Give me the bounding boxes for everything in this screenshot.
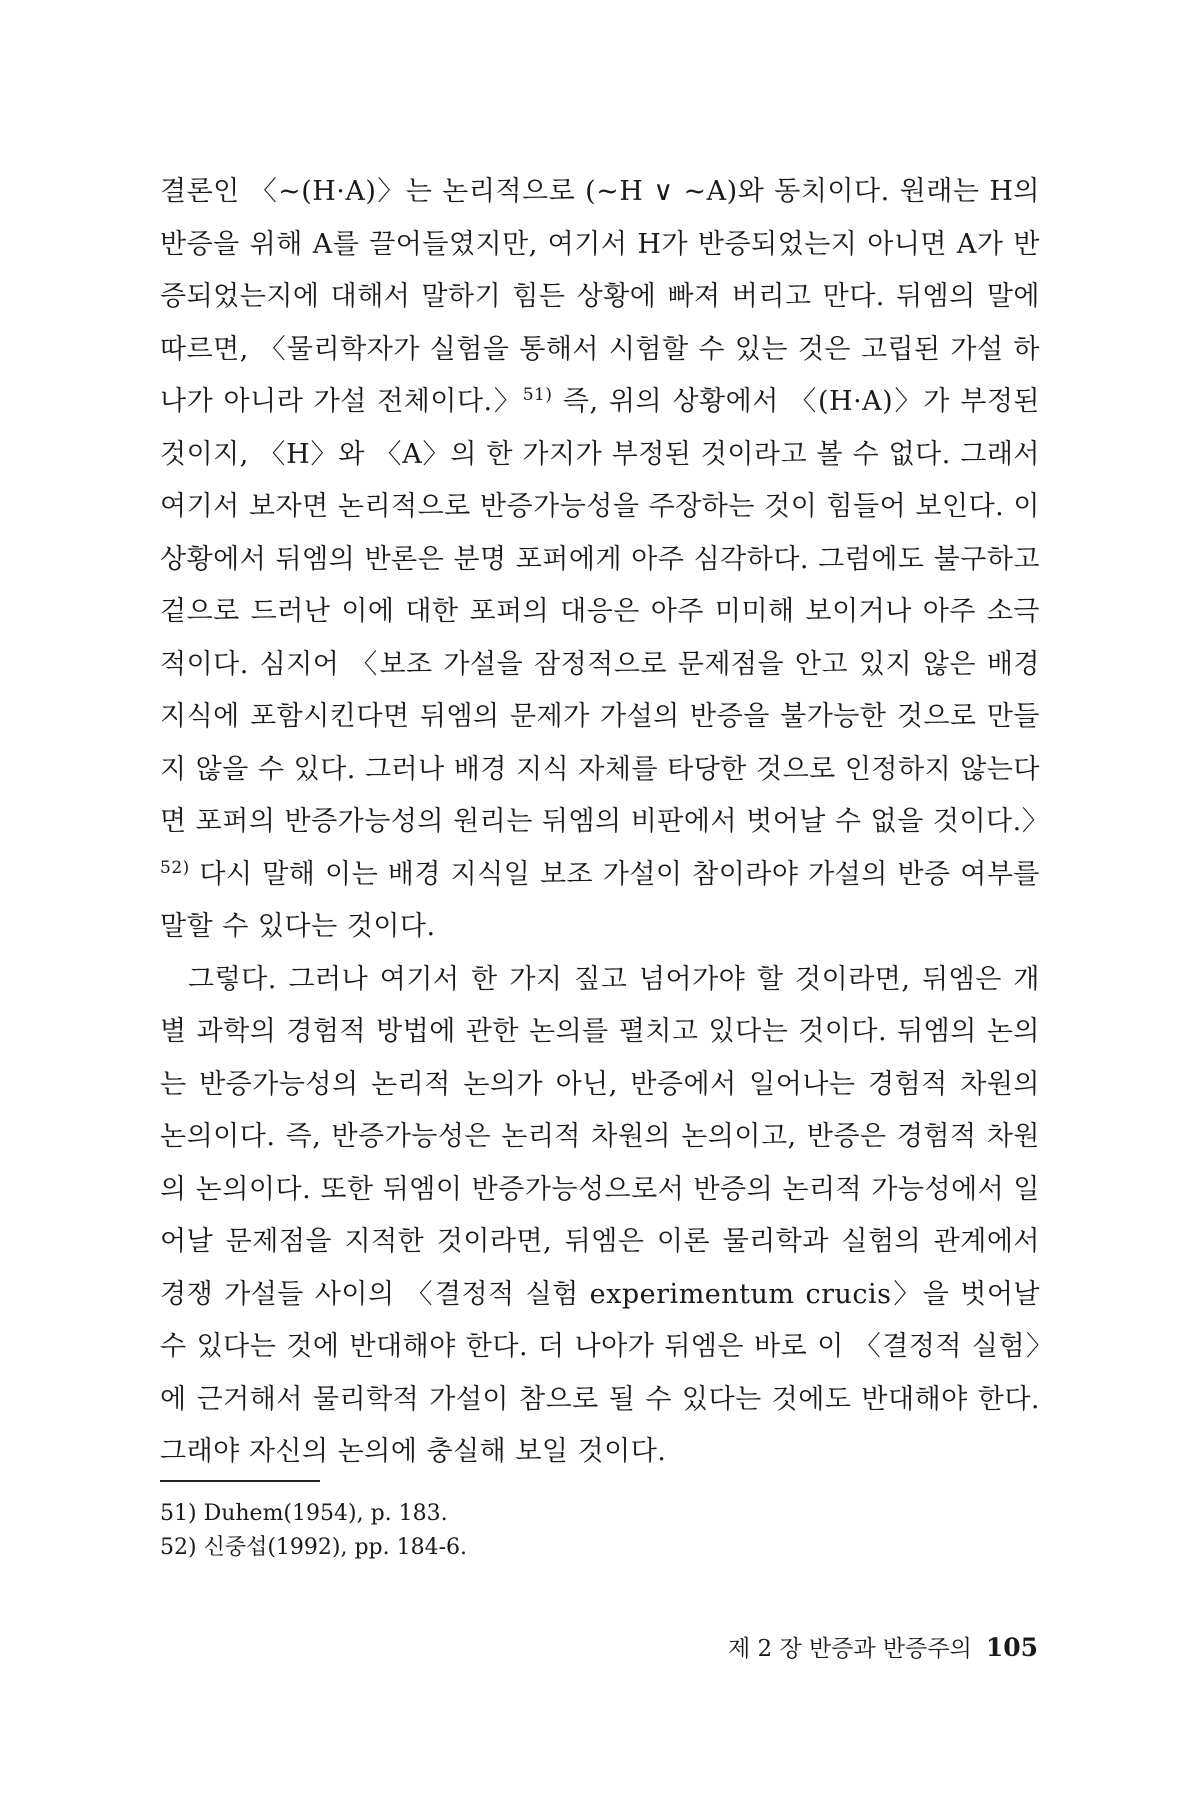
footnote-ref-52: 52) [160, 857, 190, 878]
paragraph-text: 결론인 〈~(H·A)〉는 논리적으로 (~H ∨ ~A)와 동치이다. 원래는 H의 반증을 위해 A를 끌어들였지만, 여기서 H가 반증되었는지 아니면 A가 반증되었는지에 대해서 말하기 힘든 상황에 빠져 버리고 만다. 뒤엠의 말에 따르면, 〈물리학자가 실험을 통해서 시험할 수 있는 것은 고립된 가설 하나가 아니라 가설 전체이다.〉 [160, 176, 1040, 417]
footnotes [160, 1497, 1040, 1565]
footnote-marker: 52) [160, 1535, 197, 1560]
paragraph-text: 다시 말해 이는 배경 지식일 보조 가설이 참이라야 가설의 반증 여부를 말할 수 있다는 것이다. [160, 858, 1040, 942]
footnote-marker: 51) [160, 1501, 197, 1526]
chapter-title: 제 2 장 반증과 반증주의 [727, 1636, 972, 1662]
footnote-divider [160, 1480, 320, 1482]
paragraph-text: 그렇다. 그러나 여기서 한 가지 짚고 넘어가야 할 것이라면, 뒤엠은 개별 과학의 경험적 방법에 관한 논의를 펼치고 있다는 것이다. 뒤엠의 논의는 반증가능성의 논리적 논의가 아닌, 반증에서 일어나는 경험적 차원의 논의이다. 즉, 반증가능성은 논리적 차원의 논의이고, 반증은 경험적 차원의 논의이다. 또한 뒤엠이 반증가능성으로서 반증의 논리적 가능성에서 일어날 문제점을 지적한 것이라면, 뒤엠은 이론 물리학과 실험의 관계에서 경쟁 가설들 사이의 〈결정적 실험 experimentum crucis〉을 벗어날 수 있다는 것에 반대해야 한다. 더 나아가 뒤엠은 바로 이 〈결정적 실험〉에 근거해서 물리학적 가설이 참으로 될 수 있다는 것에도 반대해야 한다. 그래야 자신의 논의에 충실해 보일 것이다. [160, 963, 1040, 1467]
body-text [160, 166, 1050, 1479]
paragraph-1 [160, 166, 1050, 954]
paragraph-text: 즉, 위의 상황에서 〈(H·A)〉가 부정된 것이지, 〈H〉와 〈A〉의 한 가지가 부정된 것이라고 볼 수 없다. 그래서 여기서 보자면 논리적으로 반증가능성을 주장하는 것이 힘들어 보인다. 이 상황에서 뒤엠의 반론은 분명 포퍼에게 아주 심각하다. 그럼에도 불구하고 겉으로 드러난 이에 대한 포퍼의 대응은 아주 미미해 보이거나 아주 소극적이다. 심지어 〈보조 가설을 잠정적으로 문제점을 안고 있지 않은 배경 지식에 포함시킨다면 뒤엠의 문제가 가설의 반증을 불가능한 것으로 만들지 않을 수 있다. 그러나 배경 지식 자체를 타당한 것으로 인정하지 않는다면 포퍼의 반증가능성의 원리는 뒤엠의 비판에서 벗어날 수 없을 것이다.〉 [160, 386, 1050, 837]
footnote-52 [160, 1531, 1040, 1565]
page-number: 105 [985, 1633, 1038, 1662]
running-footer [728, 1630, 1038, 1663]
paragraph-2 [160, 954, 1040, 1479]
footnote-ref-51: 51) [522, 385, 553, 405]
footnote-text: Duhem(1954), p. 183. [203, 1501, 448, 1526]
footnote-51 [160, 1497, 1040, 1531]
footnote-text: 신중섭(1992), pp. 184-6. [203, 1535, 468, 1560]
